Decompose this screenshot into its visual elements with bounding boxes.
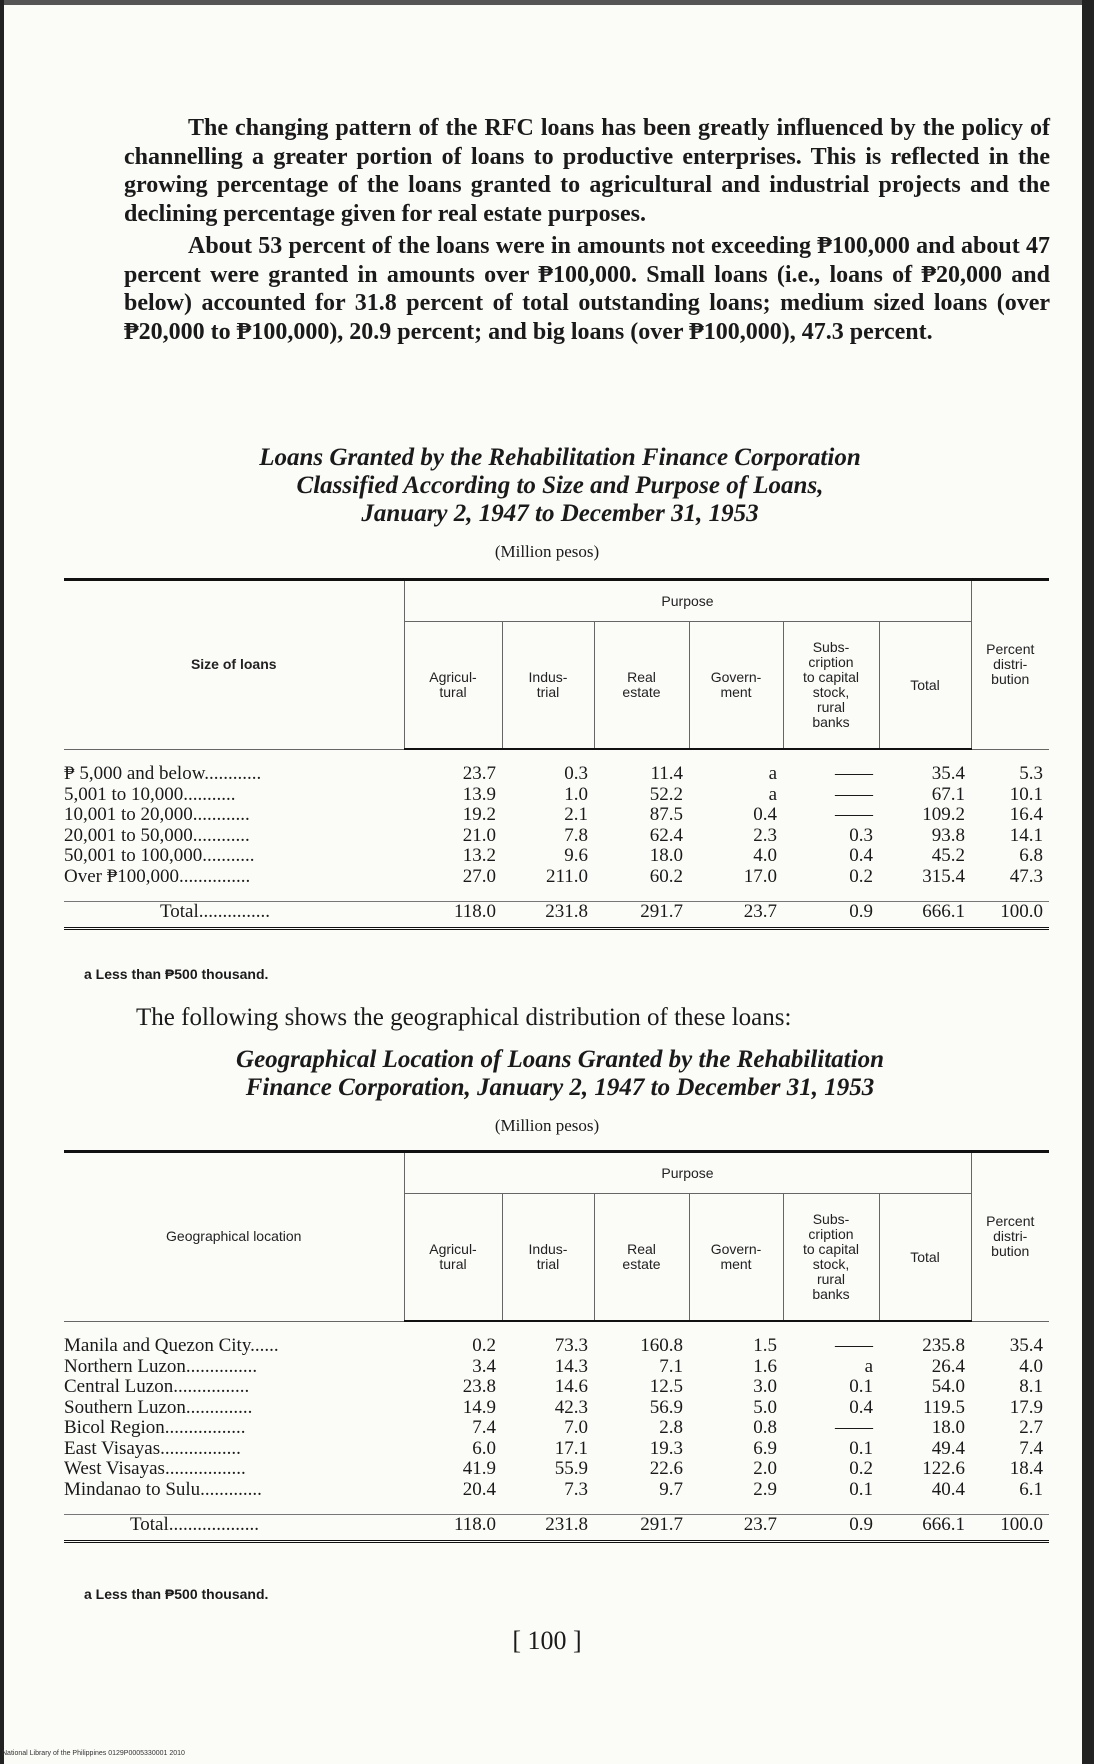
cell: 666.1 (879, 902, 971, 923)
row-label: Southern Luzon.............. (64, 1396, 253, 1418)
table2-title-line: Geographical Location of Loans Granted by the Rehabilitation (236, 1046, 884, 1073)
scan-edge-left (0, 0, 4, 1764)
table1-title-line: Loans Granted by the Rehabilitation Finance Corporation (259, 444, 861, 471)
cell: 3.4 (472, 1355, 496, 1377)
table1-title (130, 444, 990, 528)
table2 (64, 1150, 1049, 1543)
cell: 8.1 (1019, 1376, 1043, 1397)
cell: 17.0 (743, 865, 777, 887)
cell: 13.2 (462, 845, 496, 866)
cell: 5.0 (753, 1396, 777, 1418)
cell: —— (835, 1417, 873, 1438)
row-label: Manila and Quezon City...... (64, 1335, 279, 1356)
table-row (64, 1459, 1049, 1480)
cell: 17.1 (554, 1437, 588, 1459)
cell: 4.0 (753, 845, 777, 866)
table-row (64, 1418, 1049, 1439)
table-row (64, 1439, 1049, 1460)
cell: 56.9 (649, 1396, 683, 1418)
cell: —— (835, 1335, 873, 1356)
cell: 291.7 (594, 902, 689, 923)
table2-purpose-header: Purpose (404, 1152, 971, 1194)
cell: 5.3 (1019, 763, 1043, 784)
cell: 9.7 (659, 1478, 683, 1500)
cell: 1.5 (753, 1335, 777, 1356)
cell: 235.8 (922, 1335, 965, 1356)
cell: 27.0 (462, 865, 496, 887)
cell: 49.4 (931, 1437, 965, 1459)
cell: 14.6 (554, 1376, 588, 1397)
table-row (64, 1336, 1049, 1357)
cell: 0.8 (753, 1417, 777, 1438)
cell: 0.2 (849, 1458, 873, 1479)
row-label: Mindanao to Sulu............. (64, 1478, 262, 1500)
table-row (64, 764, 1049, 785)
table2-footnote: a Less than ₱500 thousand. (84, 1586, 269, 1602)
cell: 20.4 (462, 1478, 496, 1500)
cell: 0.3 (564, 763, 588, 784)
cell: 60.2 (649, 865, 683, 887)
row-label: 10,001 to 20,000............ (64, 804, 250, 825)
cell: 10.1 (1009, 783, 1043, 805)
cell: a (768, 783, 777, 805)
table2-unit: (Million pesos) (494, 1116, 600, 1135)
table1-col-industrial: Indus- trial (502, 622, 594, 750)
table-row (64, 826, 1049, 847)
cell: 41.9 (462, 1458, 496, 1479)
cell: 9.6 (564, 845, 588, 866)
table2-col-agricultural: Agricul- tural (404, 1194, 502, 1322)
cell: —— (835, 804, 873, 825)
cell: 2.8 (659, 1417, 683, 1438)
table2-row-header: Geographical location (64, 1152, 404, 1322)
cell: 0.1 (849, 1437, 873, 1459)
table-row (64, 785, 1049, 806)
cell: 23.7 (462, 763, 496, 784)
table1-row-header: Size of loans (64, 580, 404, 750)
table2-col-subscription: Subs- cription to capital stock, rural banks (783, 1194, 879, 1322)
library-credit: National Library of the Philippines 0129P0005330001 2010 (2, 1750, 185, 1757)
cell: 35.4 (931, 763, 965, 784)
table-row (64, 805, 1049, 826)
table1-total-row (64, 902, 1049, 923)
paragraph-1: The changing pattern of the RFC loans has been greatly influenced by the policy of channelling a greater portion of loans to productive enterprises. This is reflected in the growing percentage of the loans granted to agricultural and industrial projects and the declining percentage given for real estate purposes. (124, 115, 1050, 227)
cell: 7.8 (564, 824, 588, 846)
cell: 0.2 (472, 1335, 496, 1356)
cell: —— (835, 783, 873, 805)
cell: 18.0 (649, 845, 683, 866)
cell: 22.6 (649, 1458, 683, 1479)
cell: 12.5 (649, 1376, 683, 1397)
cell: 1.0 (564, 783, 588, 805)
cell: 315.4 (922, 865, 965, 887)
cell: 23.8 (462, 1376, 496, 1397)
cell: 23.7 (689, 902, 783, 923)
cell: 42.3 (554, 1396, 588, 1418)
row-label: Northern Luzon............... (64, 1355, 258, 1377)
cell: 3.0 (753, 1376, 777, 1397)
total-label: Total............... (64, 902, 404, 923)
cell: 6.0 (472, 1437, 496, 1459)
row-label: Central Luzon................ (64, 1376, 250, 1397)
cell: 231.8 (502, 1515, 594, 1536)
table2-col-percent: Percent distri- bution (971, 1152, 1049, 1322)
table1-col-total: Total (879, 622, 971, 750)
cell: 0.1 (849, 1478, 873, 1500)
table2-title-line: Finance Corporation, January 2, 1947 to December 31, 1953 (245, 1074, 875, 1101)
table1-col-agricultural: Agricul- tural (404, 622, 502, 750)
cell: 47.3 (1009, 865, 1043, 887)
body-text (124, 114, 1050, 346)
cell: 118.0 (404, 1515, 502, 1536)
table1-col-real-estate: Real estate (594, 622, 689, 750)
cell: 6.9 (753, 1437, 777, 1459)
table2-col-real-estate: Real estate (594, 1194, 689, 1322)
table-row (64, 867, 1049, 888)
cell: 7.3 (564, 1478, 588, 1500)
paragraph-2: About 53 percent of the loans were in amounts not exceeding ₱100,000 and about 47 percent were granted in amounts over ₱100,000. Small loans (i.e., loans of ₱20,000 and below) accounted for 31.8 percent of total outstanding loans; medium sized loans (over ₱20,000 to ₱100,000), 20.9 percent; and big loans (over ₱100,000), 47.3 percent. (124, 233, 1050, 345)
row-label: 20,001 to 50,000............ (64, 824, 250, 846)
cell: 291.7 (594, 1515, 689, 1536)
cell: 2.3 (753, 824, 777, 846)
row-label: Bicol Region................. (64, 1417, 246, 1438)
cell: 100.0 (971, 1515, 1049, 1536)
row-label: 5,001 to 10,000........... (64, 783, 236, 805)
table2-col-government: Govern- ment (689, 1194, 783, 1322)
cell: 26.4 (931, 1355, 965, 1377)
cell: 4.0 (1019, 1355, 1043, 1377)
cell: 14.3 (554, 1355, 588, 1377)
table2-col-total: Total (879, 1194, 971, 1322)
cell: 18.4 (1009, 1458, 1043, 1479)
table-row (64, 846, 1049, 867)
cell: 93.8 (931, 824, 965, 846)
cell: a (864, 1355, 873, 1377)
cell: 122.6 (922, 1458, 965, 1479)
table-row (64, 1377, 1049, 1398)
row-label: East Visayas................. (64, 1437, 241, 1459)
table1-title-line: Classified According to Size and Purpose of Loans, (296, 472, 824, 499)
cell: 2.7 (1019, 1417, 1043, 1438)
row-label: West Visayas................. (64, 1458, 246, 1479)
cell: 160.8 (640, 1335, 683, 1356)
cell: 14.1 (1009, 824, 1043, 846)
cell: 18.0 (931, 1417, 965, 1438)
table2-title (100, 1046, 1020, 1102)
cell: 7.0 (564, 1417, 588, 1438)
table1-footnote: a Less than ₱500 thousand. (84, 966, 269, 982)
cell: 0.4 (753, 804, 777, 825)
cell: 1.6 (753, 1355, 777, 1377)
cell: 45.2 (931, 845, 965, 866)
cell: 67.1 (931, 783, 965, 805)
intro-sentence: The following shows the geographical distribution of these loans: (136, 1004, 792, 1031)
cell: 0.1 (849, 1376, 873, 1397)
cell: 17.9 (1009, 1396, 1043, 1418)
cell: 6.1 (1019, 1478, 1043, 1500)
cell: 52.2 (649, 783, 683, 805)
page-number: [ 100 ] (512, 1626, 582, 1655)
cell: —— (835, 763, 873, 784)
cell: 13.9 (462, 783, 496, 805)
cell: 62.4 (649, 824, 683, 846)
table-row (64, 1480, 1049, 1501)
cell: 7.4 (472, 1417, 496, 1438)
table1-col-subscription: Subs- cription to capital stock, rural banks (783, 622, 879, 750)
cell: 54.0 (931, 1376, 965, 1397)
cell: 118.0 (404, 902, 502, 923)
cell: 0.2 (849, 865, 873, 887)
cell: 14.9 (462, 1396, 496, 1418)
cell: 0.4 (849, 1396, 873, 1418)
cell: 87.5 (649, 804, 683, 825)
table1-title-line: January 2, 1947 to December 31, 1953 (361, 500, 759, 527)
cell: 0.9 (783, 1515, 879, 1536)
table2-total-row (64, 1515, 1049, 1536)
table-row (64, 1357, 1049, 1378)
cell: 100.0 (971, 902, 1049, 923)
table1-col-government: Govern- ment (689, 622, 783, 750)
cell: 0.3 (849, 824, 873, 846)
cell: 16.4 (1009, 804, 1043, 825)
table1-col-percent: Percent distri- bution (971, 580, 1049, 750)
cell: 7.1 (659, 1355, 683, 1377)
cell: 2.9 (753, 1478, 777, 1500)
cell: 2.1 (564, 804, 588, 825)
cell: 55.9 (554, 1458, 588, 1479)
cell: 23.7 (689, 1515, 783, 1536)
cell: 11.4 (650, 763, 683, 784)
cell: 40.4 (931, 1478, 965, 1500)
cell: 231.8 (502, 902, 594, 923)
scan-edge-top (0, 0, 1094, 5)
table1-purpose-header: Purpose (404, 580, 971, 622)
table-row (64, 1398, 1049, 1419)
table1 (64, 578, 1049, 930)
row-label: 50,001 to 100,000........... (64, 845, 255, 866)
cell: 19.2 (462, 804, 496, 825)
total-label: Total................... (64, 1515, 404, 1536)
cell: 666.1 (879, 1515, 971, 1536)
cell: 0.4 (849, 845, 873, 866)
cell: 35.4 (1009, 1335, 1043, 1356)
cell: 2.0 (753, 1458, 777, 1479)
cell: 73.3 (554, 1335, 588, 1356)
table2-col-industrial: Indus- trial (502, 1194, 594, 1322)
scan-edge-right (1082, 0, 1094, 1764)
cell: 7.4 (1019, 1437, 1043, 1459)
cell: 19.3 (649, 1437, 683, 1459)
table1-unit: (Million pesos) (494, 542, 600, 561)
row-label: ₱ 5,000 and below............ (64, 763, 262, 784)
cell: 211.0 (545, 865, 588, 887)
row-label: Over ₱100,000............... (64, 865, 251, 887)
cell: 0.9 (783, 902, 879, 923)
cell: a (768, 763, 777, 784)
cell: 6.8 (1019, 845, 1043, 866)
cell: 119.5 (922, 1396, 965, 1418)
cell: 109.2 (922, 804, 965, 825)
cell: 21.0 (462, 824, 496, 846)
